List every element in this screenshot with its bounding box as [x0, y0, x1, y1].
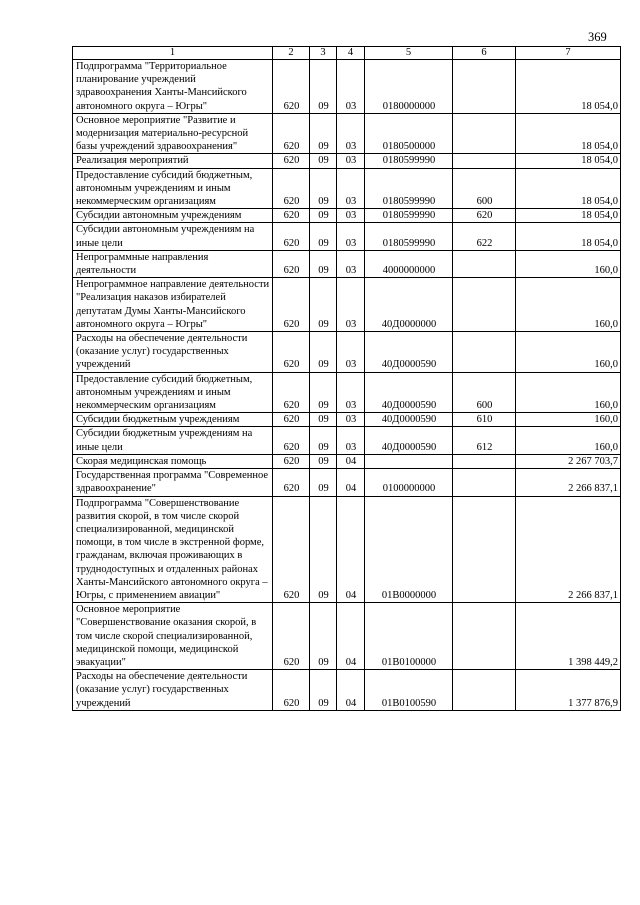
table-row — [73, 670, 621, 711]
table-row — [73, 469, 621, 496]
row-subsection-cell: 03 — [337, 427, 365, 454]
row-code-cell: 620 — [273, 168, 310, 209]
table-row — [73, 154, 621, 168]
row-amount-cell: 18 054,0 — [516, 60, 621, 114]
row-code-cell: 620 — [273, 670, 310, 711]
row-subsection-cell: 04 — [337, 603, 365, 670]
row-subsection-cell: 03 — [337, 278, 365, 332]
row-target-cell: 01В0100000 — [365, 603, 453, 670]
row-amount-cell: 18 054,0 — [516, 154, 621, 168]
table-row — [73, 603, 621, 670]
budget-table — [72, 46, 621, 711]
row-subsection-cell: 03 — [337, 250, 365, 277]
row-code-cell: 620 — [273, 496, 310, 603]
row-code-cell: 620 — [273, 427, 310, 454]
row-section-cell: 09 — [310, 209, 337, 223]
row-code-cell: 620 — [273, 332, 310, 373]
column-header: 3 — [310, 47, 337, 60]
row-target-cell: 0180599990 — [365, 223, 453, 250]
row-subsection-cell: 03 — [337, 223, 365, 250]
row-section-cell: 09 — [310, 113, 337, 154]
row-subsection-cell: 03 — [337, 113, 365, 154]
row-amount-cell: 18 054,0 — [516, 168, 621, 209]
row-amount-cell: 2 267 703,7 — [516, 454, 621, 468]
table-row — [73, 209, 621, 223]
row-section-cell: 09 — [310, 670, 337, 711]
column-header: 5 — [365, 47, 453, 60]
row-target-cell: 40Д0000590 — [365, 332, 453, 373]
row-target-cell: 0100000000 — [365, 469, 453, 496]
column-header: 1 — [73, 47, 273, 60]
row-name-cell: Субсидии бюджетным учреждениям — [73, 413, 273, 427]
table-header-row — [73, 47, 621, 60]
row-code-cell: 620 — [273, 223, 310, 250]
row-section-cell: 09 — [310, 60, 337, 114]
row-amount-cell: 1 398 449,2 — [516, 603, 621, 670]
column-header: 6 — [453, 47, 516, 60]
row-subsection-cell: 03 — [337, 209, 365, 223]
table-row — [73, 372, 621, 413]
table-row — [73, 60, 621, 114]
row-target-cell: 0180500000 — [365, 113, 453, 154]
row-kind-cell — [453, 278, 516, 332]
row-amount-cell: 160,0 — [516, 332, 621, 373]
column-header: 2 — [273, 47, 310, 60]
row-name-cell: Государственная программа "Современное здравоохранение" — [73, 469, 273, 496]
row-kind-cell — [453, 113, 516, 154]
row-amount-cell: 160,0 — [516, 250, 621, 277]
row-amount-cell: 18 054,0 — [516, 223, 621, 250]
table-row — [73, 413, 621, 427]
row-name-cell: Подпрограмма "Совершенствование развития скорой, в том числе скорой специализированной, медицинской помощи, в том числе в экстренной форме, гражданам, включая проживающих в труднодоступных и отдаленных районах Ханты-Мансийского автономного округа – Югры, с применением авиации" — [73, 496, 273, 603]
row-target-cell: 01В0000000 — [365, 496, 453, 603]
row-name-cell: Предоставление субсидий бюджетным, автономным учреждениям и иным некоммерческим организациям — [73, 372, 273, 413]
row-subsection-cell: 04 — [337, 454, 365, 468]
row-subsection-cell: 03 — [337, 168, 365, 209]
row-amount-cell: 2 266 837,1 — [516, 496, 621, 603]
row-section-cell: 09 — [310, 154, 337, 168]
row-section-cell: 09 — [310, 372, 337, 413]
row-section-cell: 09 — [310, 603, 337, 670]
row-target-cell: 40Д0000000 — [365, 278, 453, 332]
row-section-cell: 09 — [310, 168, 337, 209]
table-row — [73, 454, 621, 468]
row-kind-cell: 610 — [453, 413, 516, 427]
row-section-cell: 09 — [310, 496, 337, 603]
row-target-cell: 01В0100590 — [365, 670, 453, 711]
row-subsection-cell: 04 — [337, 469, 365, 496]
row-target-cell: 0180599990 — [365, 209, 453, 223]
row-target-cell: 4000000000 — [365, 250, 453, 277]
row-target-cell: 40Д0000590 — [365, 427, 453, 454]
table-row — [73, 168, 621, 209]
row-kind-cell — [453, 496, 516, 603]
row-code-cell: 620 — [273, 413, 310, 427]
row-name-cell: Скорая медицинская помощь — [73, 454, 273, 468]
page-number: 369 — [588, 30, 607, 44]
row-code-cell: 620 — [273, 113, 310, 154]
row-amount-cell: 160,0 — [516, 427, 621, 454]
row-code-cell: 620 — [273, 154, 310, 168]
row-amount-cell: 2 266 837,1 — [516, 469, 621, 496]
row-target-cell: 0180000000 — [365, 60, 453, 114]
row-code-cell: 620 — [273, 209, 310, 223]
table-row — [73, 278, 621, 332]
row-section-cell: 09 — [310, 427, 337, 454]
row-subsection-cell: 03 — [337, 372, 365, 413]
row-target-cell: 40Д0000590 — [365, 413, 453, 427]
row-name-cell: Непрограммные направления деятельности — [73, 250, 273, 277]
row-target-cell: 0180599990 — [365, 154, 453, 168]
row-code-cell: 620 — [273, 454, 310, 468]
table-row — [73, 427, 621, 454]
row-name-cell: Основное мероприятие "Развитие и модернизация материально-ресурсной базы учреждений здравоохранения" — [73, 113, 273, 154]
row-kind-cell: 600 — [453, 168, 516, 209]
row-code-cell: 620 — [273, 469, 310, 496]
row-target-cell — [365, 454, 453, 468]
row-code-cell: 620 — [273, 603, 310, 670]
row-name-cell: Реализация мероприятий — [73, 154, 273, 168]
row-kind-cell — [453, 469, 516, 496]
row-section-cell: 09 — [310, 469, 337, 496]
row-amount-cell: 1 377 876,9 — [516, 670, 621, 711]
table-row — [73, 332, 621, 373]
row-code-cell: 620 — [273, 372, 310, 413]
row-kind-cell: 622 — [453, 223, 516, 250]
row-section-cell: 09 — [310, 454, 337, 468]
row-target-cell: 0180599990 — [365, 168, 453, 209]
row-kind-cell — [453, 154, 516, 168]
row-amount-cell: 18 054,0 — [516, 113, 621, 154]
row-code-cell: 620 — [273, 60, 310, 114]
row-kind-cell — [453, 454, 516, 468]
row-section-cell: 09 — [310, 250, 337, 277]
table-row — [73, 223, 621, 250]
table-row — [73, 113, 621, 154]
row-kind-cell: 612 — [453, 427, 516, 454]
row-kind-cell — [453, 603, 516, 670]
row-target-cell: 40Д0000590 — [365, 372, 453, 413]
row-kind-cell — [453, 250, 516, 277]
row-subsection-cell: 04 — [337, 670, 365, 711]
row-name-cell: Подпрограмма "Территориальное планирование учреждений здравоохранения Ханты-Мансийского автономного округа – Югры" — [73, 60, 273, 114]
row-subsection-cell: 03 — [337, 60, 365, 114]
row-name-cell: Основное мероприятие "Совершенствование оказания скорой, в том числе скорой специализированной, медицинской помощи, медицинской эвакуации" — [73, 603, 273, 670]
row-subsection-cell: 03 — [337, 332, 365, 373]
row-kind-cell: 620 — [453, 209, 516, 223]
table-row — [73, 496, 621, 603]
row-section-cell: 09 — [310, 413, 337, 427]
row-name-cell: Субсидии автономным учреждениям — [73, 209, 273, 223]
row-amount-cell: 160,0 — [516, 278, 621, 332]
row-name-cell: Предоставление субсидий бюджетным, автономным учреждениям и иным некоммерческим организациям — [73, 168, 273, 209]
row-subsection-cell: 03 — [337, 413, 365, 427]
row-kind-cell: 600 — [453, 372, 516, 413]
row-name-cell: Непрограммное направление деятельности "Реализация наказов избирателей депутатам Думы Ханты-Мансийского автономного округа – Югры" — [73, 278, 273, 332]
column-header: 4 — [337, 47, 365, 60]
row-name-cell: Расходы на обеспечение деятельности (оказание услуг) государственных учреждений — [73, 670, 273, 711]
row-subsection-cell: 04 — [337, 496, 365, 603]
row-code-cell: 620 — [273, 250, 310, 277]
row-name-cell: Субсидии автономным учреждениям на иные цели — [73, 223, 273, 250]
row-section-cell: 09 — [310, 278, 337, 332]
column-header: 7 — [516, 47, 621, 60]
row-section-cell: 09 — [310, 223, 337, 250]
row-name-cell: Расходы на обеспечение деятельности (оказание услуг) государственных учреждений — [73, 332, 273, 373]
row-kind-cell — [453, 60, 516, 114]
row-name-cell: Субсидии бюджетным учреждениям на иные цели — [73, 427, 273, 454]
row-amount-cell: 18 054,0 — [516, 209, 621, 223]
row-subsection-cell: 03 — [337, 154, 365, 168]
row-amount-cell: 160,0 — [516, 372, 621, 413]
row-code-cell: 620 — [273, 278, 310, 332]
row-section-cell: 09 — [310, 332, 337, 373]
table-row — [73, 250, 621, 277]
row-amount-cell: 160,0 — [516, 413, 621, 427]
row-kind-cell — [453, 670, 516, 711]
row-kind-cell — [453, 332, 516, 373]
